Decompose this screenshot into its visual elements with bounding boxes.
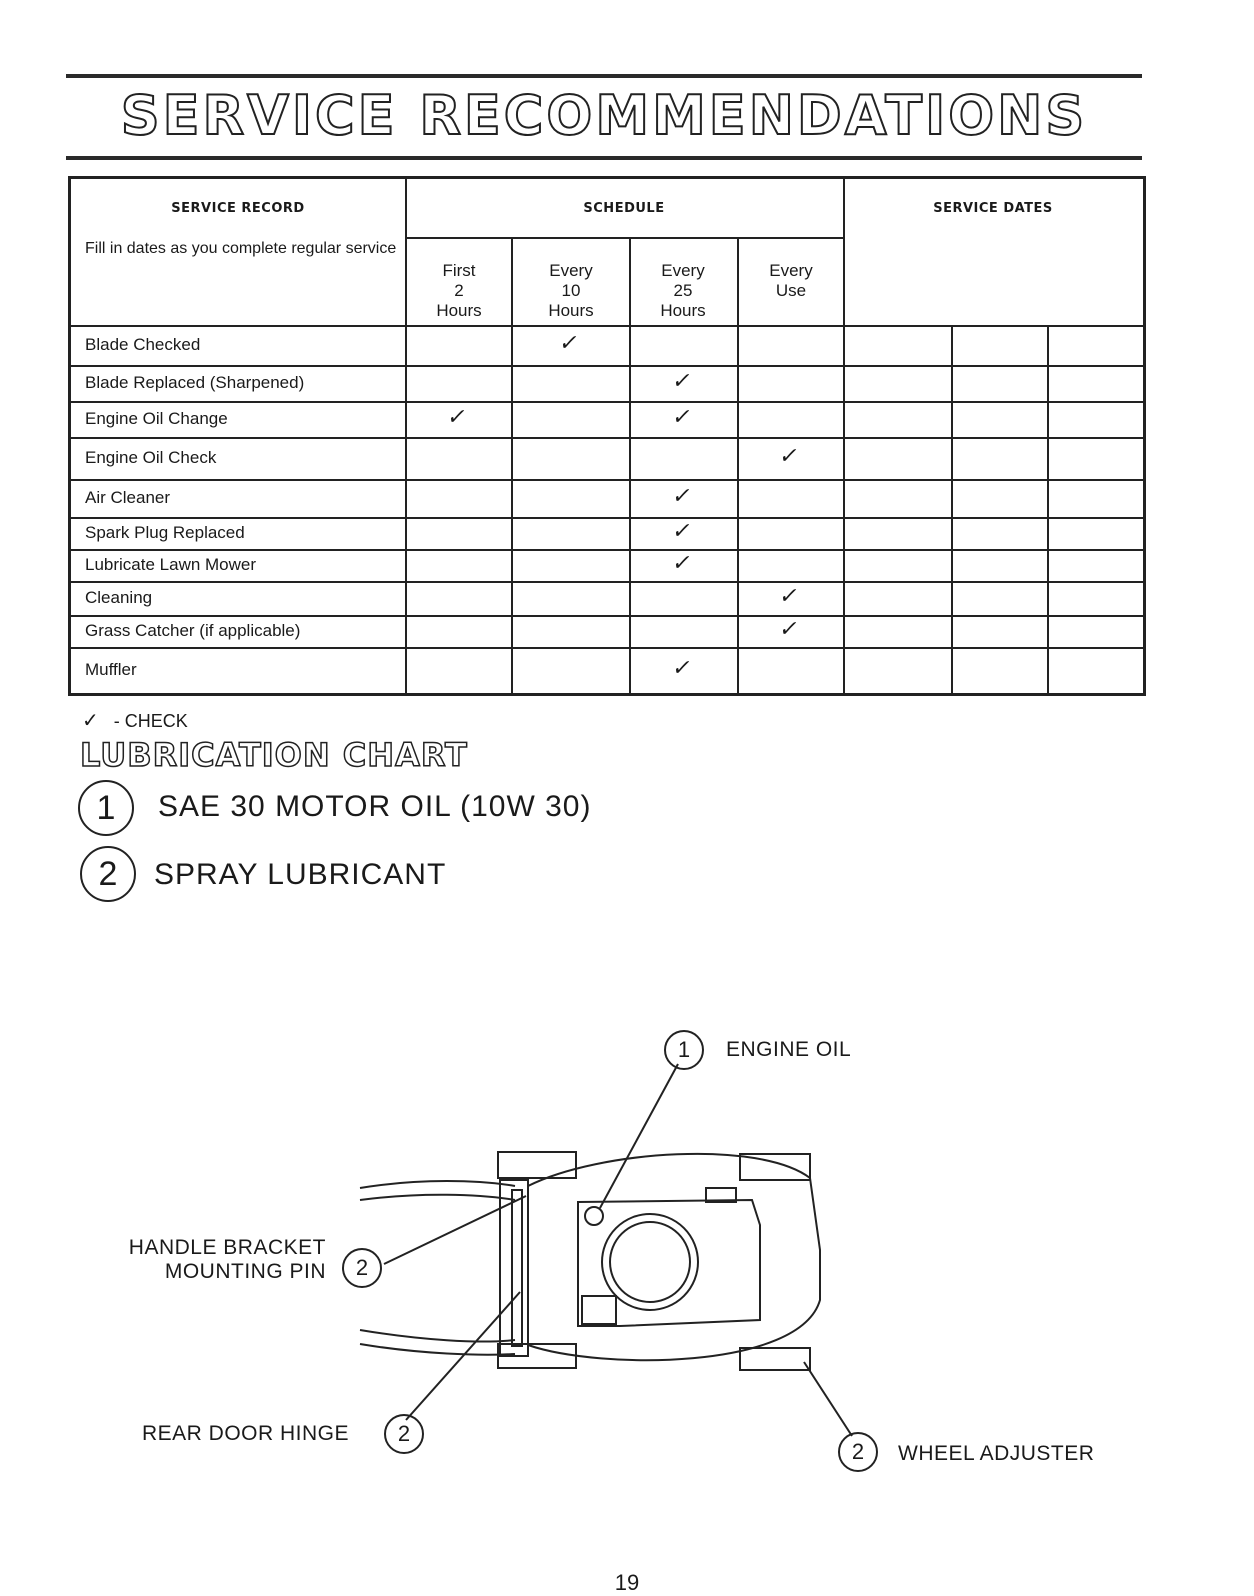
check-icon: ✓ — [670, 404, 695, 429]
table-row-label: Engine Oil Check — [85, 448, 217, 467]
handle-arm-lower-inner — [360, 1344, 515, 1355]
check-icon: ✓ — [670, 483, 695, 508]
handle-arm-upper — [360, 1181, 515, 1188]
legend-text: - CHECK — [113, 711, 188, 731]
check-icon: ✓ — [445, 404, 470, 429]
number-circle: 2 — [342, 1248, 382, 1288]
lube-item-motor-oil: SAE 30 MOTOR OIL (10W 30) — [158, 790, 592, 823]
number-circle: 2 — [838, 1432, 878, 1472]
schedule-header: SCHEDULE — [583, 201, 665, 216]
wheel-front-right — [740, 1348, 810, 1370]
table-row-label: Grass Catcher (if applicable) — [85, 621, 301, 640]
engine-box — [582, 1296, 616, 1324]
table-row-label: Cleaning — [85, 588, 153, 607]
service-record-header: SERVICE RECORD — [171, 201, 305, 216]
rear-door-hinge-bar — [512, 1190, 522, 1346]
engine-recoil-inner — [610, 1222, 690, 1302]
check-icon: ✓ — [557, 330, 582, 355]
oil-fill-cap — [585, 1207, 603, 1225]
handle-arm-upper-inner — [360, 1195, 515, 1200]
table-row-label: Blade Replaced (Sharpened) — [85, 373, 305, 392]
service-record-note: Fill in dates as you complete regular service — [85, 240, 397, 257]
number-circle: 2 — [80, 846, 136, 902]
page-title: SERVICE RECOMMENDATIONS — [120, 84, 1088, 147]
mower-deck — [528, 1154, 820, 1360]
service-dates-header: SERVICE DATES — [933, 201, 1053, 216]
check-icon: ✓ — [670, 518, 695, 543]
check-icon: ✓ — [670, 368, 695, 393]
table-row-label: Blade Checked — [85, 335, 201, 354]
engine-oil-label: ENGINE OIL — [726, 1038, 852, 1061]
table-row-label: Muffler — [85, 660, 137, 679]
number-circle: 1 — [664, 1030, 704, 1070]
rear-door-hinge-label: REAR DOOR HINGE — [142, 1422, 350, 1445]
table-row-label: Engine Oil Change — [85, 409, 228, 428]
handle-arm-lower — [360, 1330, 515, 1342]
check-icon: ✓ — [777, 583, 802, 608]
table-row-label: Air Cleaner — [85, 488, 171, 507]
leader-wheel-adjuster — [804, 1362, 852, 1436]
table-row-label: Lubricate Lawn Mower — [85, 555, 257, 574]
wheel-rear-left — [498, 1152, 576, 1178]
check-icon: ✓ — [670, 550, 695, 575]
check-icon: ✓ — [670, 655, 695, 680]
number-circle: 2 — [384, 1414, 424, 1454]
wheel-adjuster-label: WHEEL ADJUSTER — [898, 1442, 1095, 1465]
handle-bracket-label: HANDLE BRACKET MOUNTING PIN — [128, 1236, 326, 1283]
page-number: 19 — [614, 1570, 640, 1595]
check-icon: ✓ — [777, 616, 802, 641]
lubrication-chart-title: LUBRICATION CHART — [80, 736, 468, 774]
check-icon: ✓ — [82, 710, 99, 732]
check-icon: ✓ — [777, 443, 802, 468]
schedule-col-first-2-hours: First 2 Hours — [436, 261, 482, 320]
schedule-col-every-10-hours: Every 10 Hours — [548, 261, 594, 320]
table-row-label: Spark Plug Replaced — [85, 523, 245, 542]
number-circle: 1 — [78, 780, 134, 836]
schedule-col-every-25-hours: Every 25 Hours — [660, 261, 706, 320]
lube-item-spray-lubricant: SPRAY LUBRICANT — [154, 858, 447, 891]
leader-engine-oil — [600, 1064, 678, 1208]
schedule-col-every-use: Every Use — [769, 261, 813, 300]
leader-handle-bracket — [384, 1196, 526, 1264]
